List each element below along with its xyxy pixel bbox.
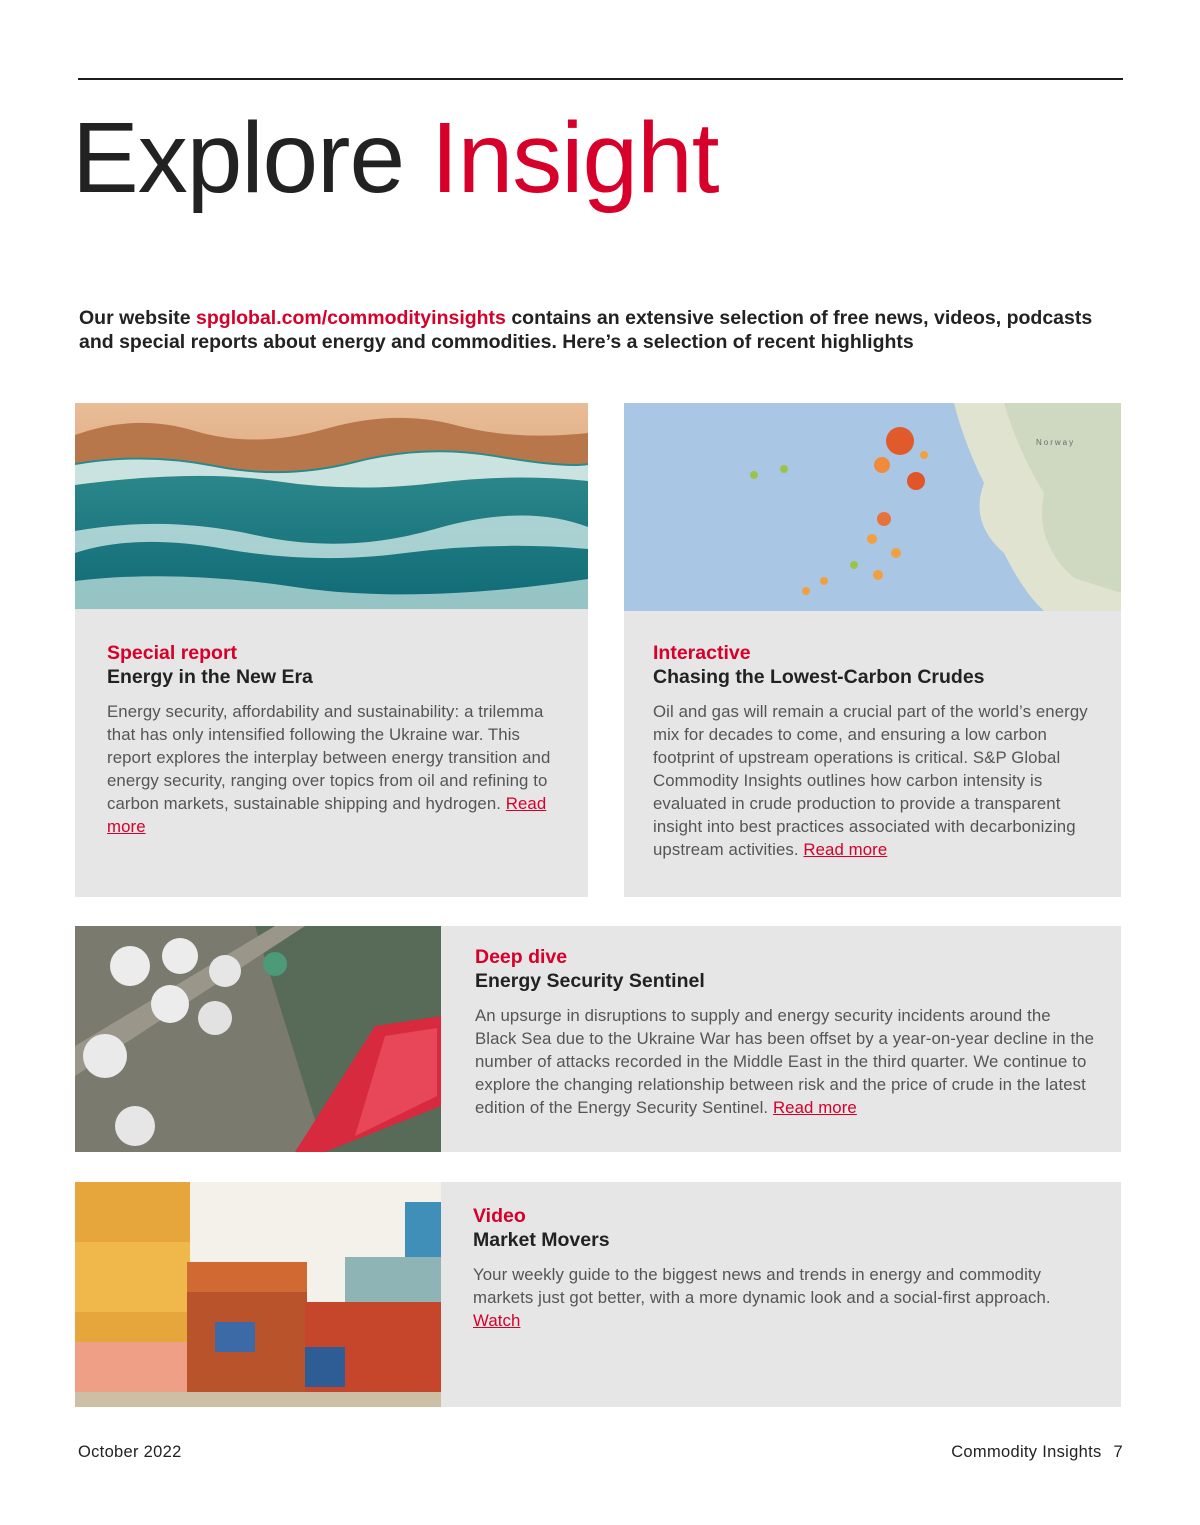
card-category: Deep dive [475, 946, 568, 968]
page-title-main: Explore [72, 102, 405, 214]
card-headline: Energy Security Sentinel [475, 970, 705, 992]
read-more-link[interactable]: Read more [772, 1098, 857, 1117]
card-category: Interactive [653, 642, 751, 664]
card-text [473, 1204, 1098, 1332]
card-headline: Chasing the Lowest-Carbon Crudes [653, 666, 985, 688]
card-body-text: An upsurge in disruptions to supply and energy security incidents around the Black Sea due to the Ukraine War has been offset by a year-on-year decline in the number of attacks recorded in the Middle East in the third quarter. We continue to explore the changing relationship between risk and the price of crude in the latest edition of the Energy Security Sentinel. [475, 1006, 1095, 1117]
website-link[interactable]: spglobal.com/commodityinsights [196, 307, 506, 329]
read-more-link[interactable]: Read more [803, 840, 888, 859]
card-text [107, 641, 567, 838]
card-body [653, 700, 1113, 861]
card-body [475, 1004, 1095, 1119]
page-title-accent: Insight [430, 102, 719, 214]
intro-paragraph [79, 306, 1119, 354]
card-body-text: Energy security, affordability and sustainability: a trilemma that has only intensified following the Ukraine war. This report explores the interplay between energy transition and energy security, ranging over topics from oil and refining to carbon markets, sustainable shipping and hydrogen. [107, 702, 551, 813]
publication-name: Commodity Insights [951, 1443, 1102, 1461]
card-headline: Energy in the New Era [107, 666, 313, 688]
card-category: Special report [107, 642, 238, 664]
card-text [653, 641, 1113, 861]
oil-terminal-image [75, 926, 441, 1152]
card-body [107, 700, 567, 838]
card-deep-dive [75, 926, 1121, 1152]
intro-text-before: Our website [79, 307, 197, 329]
card-category: Video [473, 1205, 526, 1227]
card-interactive [624, 403, 1121, 897]
card-headline: Market Movers [473, 1229, 610, 1251]
card-special-report [75, 403, 588, 897]
card-body [473, 1263, 1098, 1332]
card-body-text: Oil and gas will remain a crucial part of the world’s energy mix for decades to come, and ensuring a low carbon footprint of upstream operations is critical. S&P Global Commodity Insights outlines how carbon intensity is evaluated in crude production to provide a transparent insight into best practices associated with decarbonizing upstream activities. [653, 702, 1088, 859]
top-rule [78, 78, 1123, 80]
page-title [72, 98, 719, 218]
footer-date: October 2022 [78, 1443, 182, 1461]
page-number: 7 [1113, 1443, 1123, 1461]
card-body-text: Your weekly guide to the biggest news and trends in energy and commodity markets just got better, with a more dynamic look and a social-first approach. [473, 1265, 1051, 1307]
card-text [475, 945, 1095, 1119]
oilfield-map-image [624, 403, 1121, 611]
card-video [75, 1182, 1121, 1407]
intro-text-after: contains an extensive selection of free news, videos, podcasts and special reports about energy and commodities. Here’s a selection of recent highlights [79, 307, 1093, 353]
footer-publication [951, 1443, 1123, 1462]
watch-link[interactable]: Watch [473, 1311, 521, 1330]
shipping-containers-image [75, 1182, 441, 1407]
beach-waves-image [75, 403, 588, 609]
read-more-link[interactable]: Read more [107, 794, 547, 836]
map-country-label: Norway [1036, 438, 1076, 447]
